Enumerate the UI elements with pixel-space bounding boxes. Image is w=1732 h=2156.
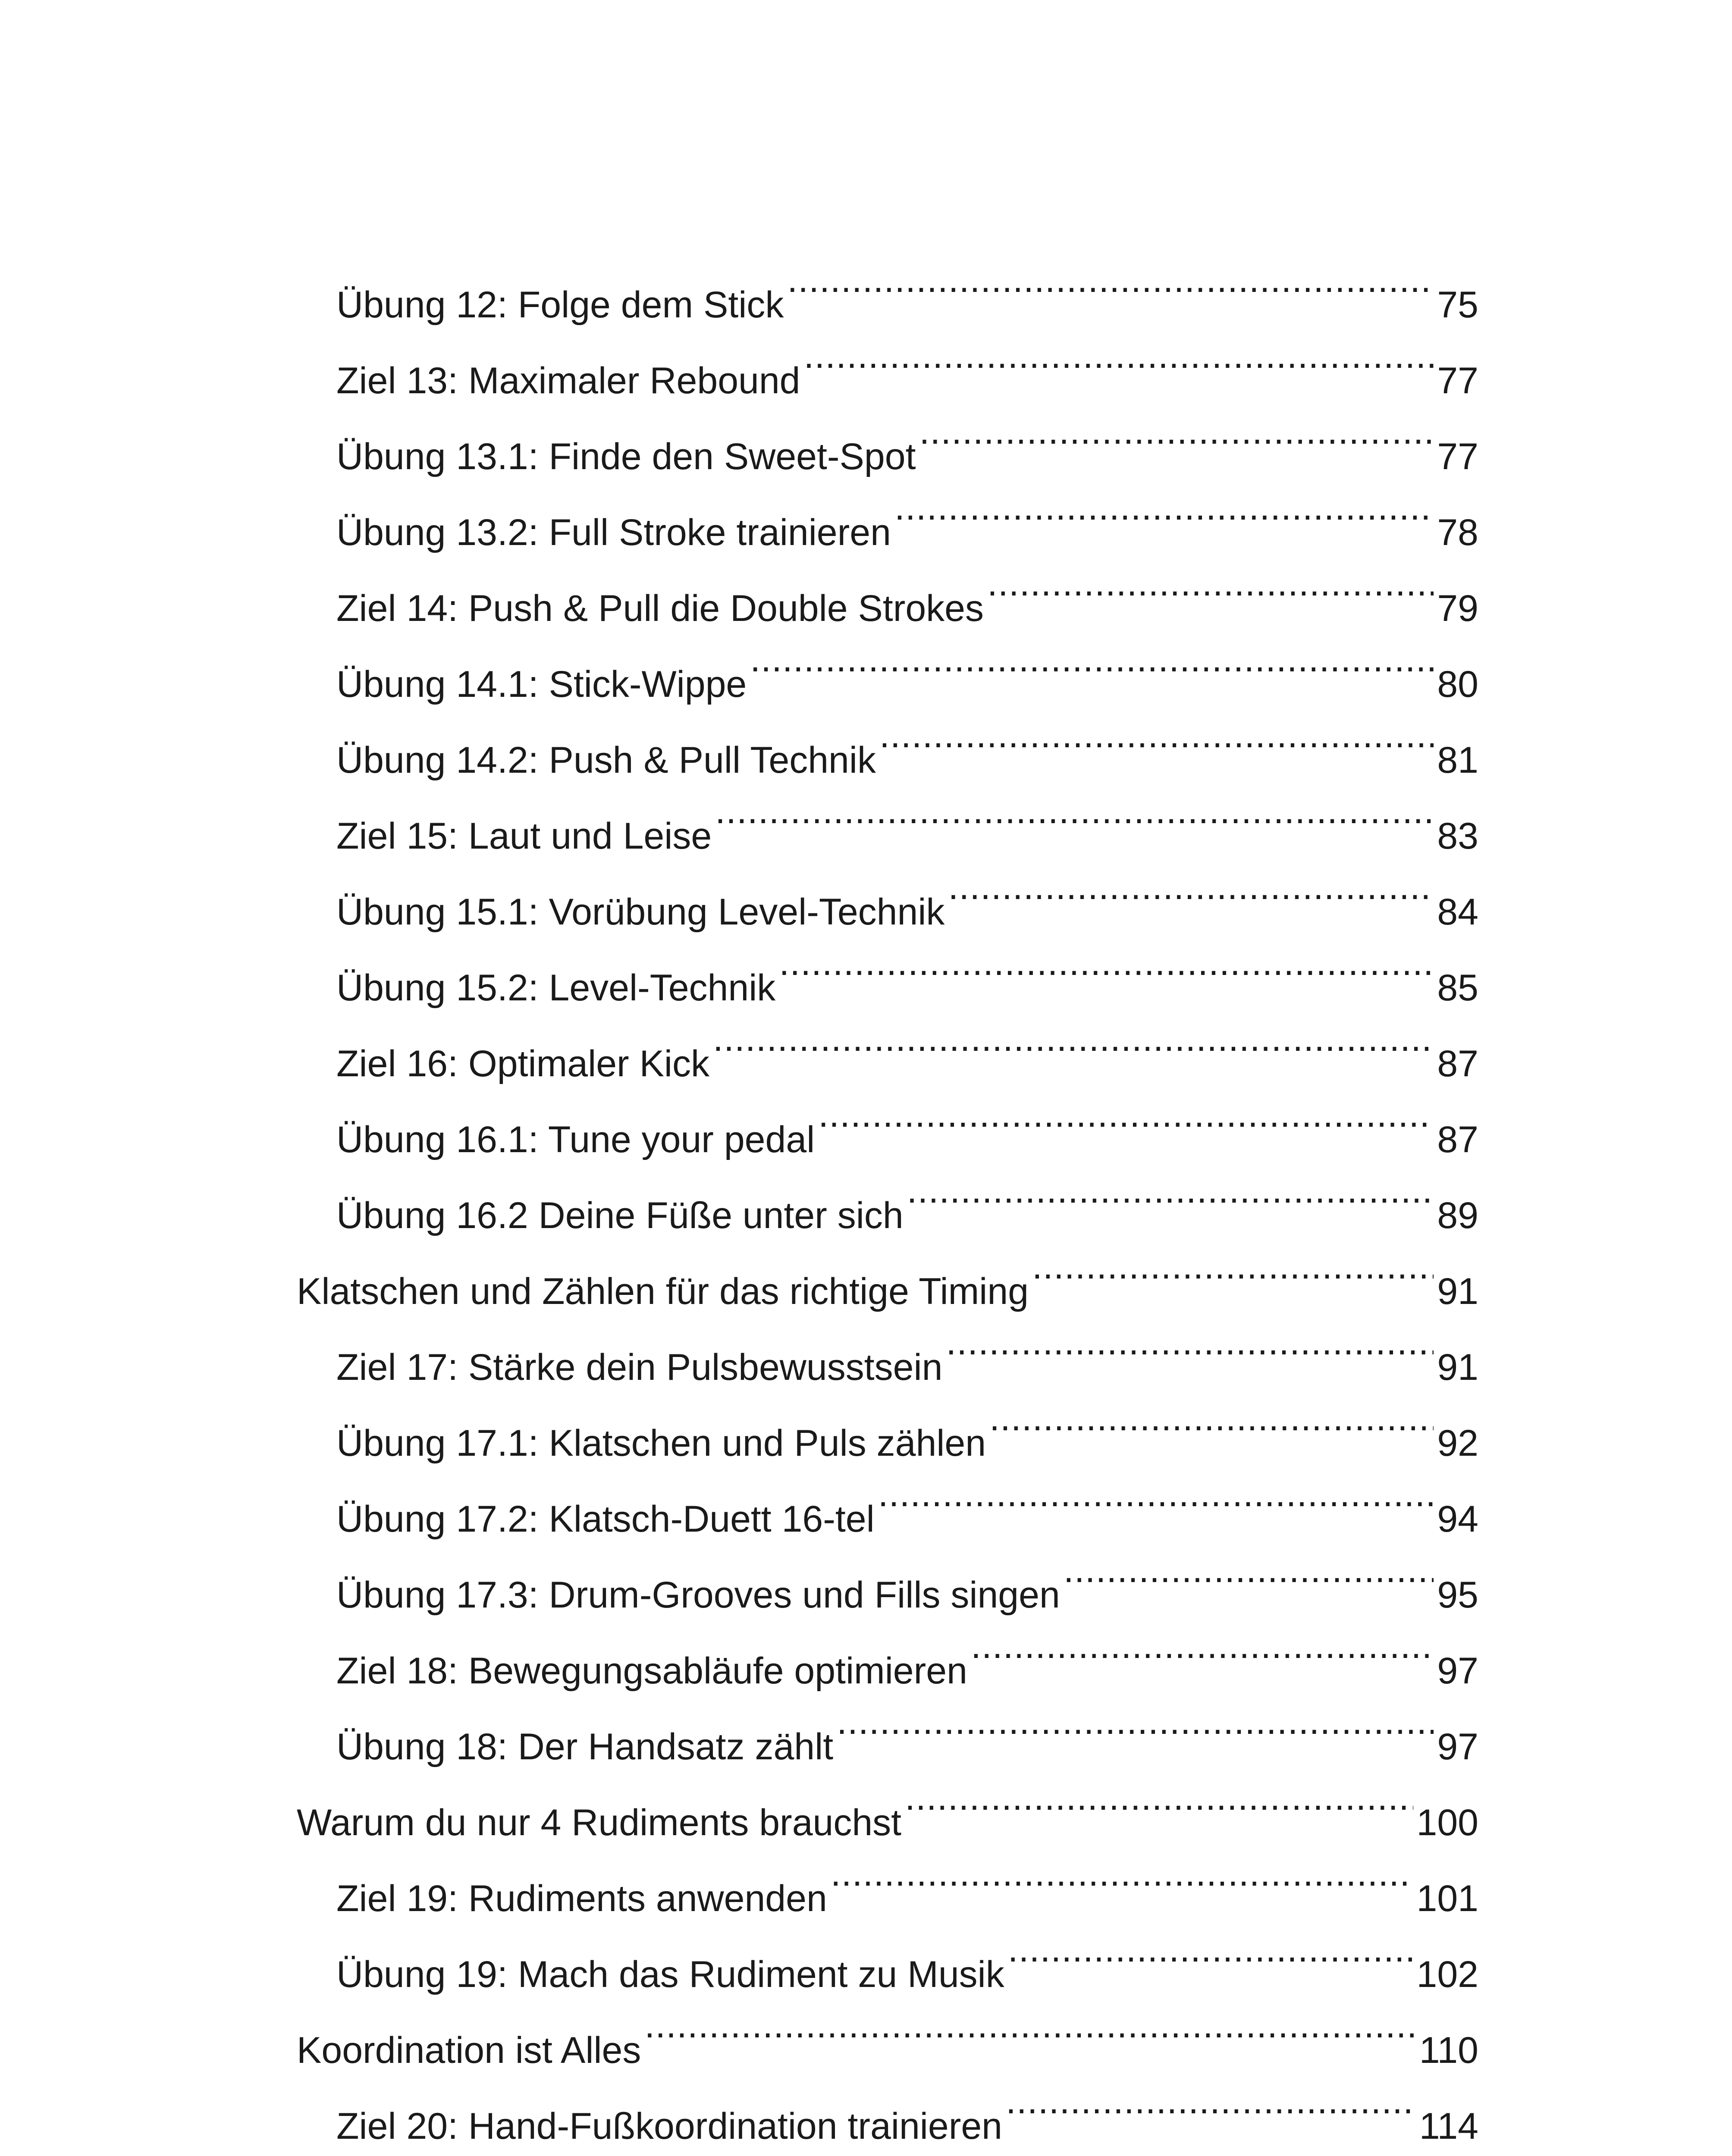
leader-dots xyxy=(894,469,1434,545)
toc-entry-page-number: 80 xyxy=(1437,664,1478,705)
leader-dots xyxy=(878,1456,1434,1532)
toc-entry-title: Ziel 13: Maximaler Rebound xyxy=(336,360,800,401)
toc-entry-title: Ziel 19: Rudiments anwenden xyxy=(336,1878,827,1919)
leader-dots xyxy=(1008,1911,1413,1987)
toc-entry-title: Warum du nur 4 Rudiments brauchst xyxy=(297,1802,902,1843)
leader-dots xyxy=(948,849,1434,924)
toc-entry-title: Ziel 15: Laut und Leise xyxy=(336,815,712,857)
toc-entry-page-number: 84 xyxy=(1437,891,1478,933)
toc-entry-page-number: 83 xyxy=(1437,815,1478,857)
toc-entry-page-number: 101 xyxy=(1416,1878,1478,1919)
toc-entry-page-number: 91 xyxy=(1437,1347,1478,1388)
toc-entry-page-number: 77 xyxy=(1437,360,1478,401)
toc-entry-title: Übung 17.2: Klatsch-Duett 16-tel xyxy=(336,1498,875,1540)
leader-dots xyxy=(919,393,1434,469)
leader-dots xyxy=(1032,1228,1434,1304)
toc-entry[interactable] xyxy=(0,545,1732,629)
toc-entry[interactable] xyxy=(0,697,1732,781)
toc-entry-page-number: 92 xyxy=(1437,1423,1478,1464)
leader-dots xyxy=(987,545,1434,621)
toc-entry-title: Ziel 16: Optimaler Kick xyxy=(336,1043,710,1084)
toc-entry[interactable] xyxy=(0,1000,1732,1084)
toc-entry-page-number: 110 xyxy=(1419,2030,1478,2071)
toc-entry[interactable] xyxy=(0,2063,1732,2147)
toc-entry[interactable] xyxy=(0,241,1732,326)
toc-entry-title: Koordination ist Alles xyxy=(297,2030,641,2071)
toc-entry-title: Übung 19: Mach das Rudiment zu Musik xyxy=(336,1954,1004,1995)
toc-entry-page-number: 114 xyxy=(1419,2106,1478,2147)
toc-entry-title: Übung 12: Folge dem Stick xyxy=(336,284,784,326)
toc-entry-title: Übung 16.1: Tune your pedal xyxy=(336,1119,815,1160)
toc-entry[interactable] xyxy=(0,849,1732,933)
toc-entry-page-number: 87 xyxy=(1437,1119,1478,1160)
toc-entry-page-number: 91 xyxy=(1437,1271,1478,1312)
toc-entry-page-number: 97 xyxy=(1437,1726,1478,1767)
leader-dots xyxy=(644,1987,1416,2063)
toc-entry[interactable] xyxy=(0,1152,1732,1236)
toc-entry[interactable] xyxy=(0,1304,1732,1388)
toc-entry-page-number: 81 xyxy=(1437,740,1478,781)
toc-entry[interactable] xyxy=(0,1380,1732,1464)
toc-entry-page-number: 102 xyxy=(1416,1954,1478,1995)
toc-entry[interactable] xyxy=(0,1911,1732,1995)
toc-chapter-entry[interactable] xyxy=(0,1228,1732,1312)
leader-dots xyxy=(946,1304,1434,1380)
leader-dots xyxy=(787,241,1434,317)
toc-entry[interactable] xyxy=(0,317,1732,401)
toc-entry[interactable] xyxy=(0,1532,1732,1616)
toc-chapter-entry[interactable] xyxy=(0,1987,1732,2071)
leader-dots xyxy=(1006,2063,1416,2139)
leader-dots xyxy=(837,1683,1434,1759)
toc-entry-title: Ziel 14: Push & Pull die Double Strokes xyxy=(336,588,984,629)
leader-dots xyxy=(715,773,1434,849)
leader-dots xyxy=(750,621,1434,697)
toc-entry[interactable] xyxy=(0,773,1732,857)
toc-entry[interactable] xyxy=(0,393,1732,477)
toc-entry[interactable] xyxy=(0,1683,1732,1767)
leader-dots xyxy=(713,1000,1434,1076)
toc-entry[interactable] xyxy=(0,469,1732,553)
toc-entry-title: Ziel 17: Stärke dein Pulsbewusstsein xyxy=(336,1347,943,1388)
toc-entry-title: Übung 17.1: Klatschen und Puls zählen xyxy=(336,1423,986,1464)
toc-entry-page-number: 85 xyxy=(1437,967,1478,1009)
toc-entry-page-number: 77 xyxy=(1437,436,1478,477)
toc-entry[interactable] xyxy=(0,924,1732,1009)
toc-entry-page-number: 100 xyxy=(1416,1802,1478,1843)
leader-dots xyxy=(971,1608,1434,1683)
leader-dots xyxy=(804,317,1434,393)
toc-entry-title: Übung 16.2 Deine Füße unter sich xyxy=(336,1195,904,1236)
table-of-contents xyxy=(0,241,1732,2147)
toc-entry-title: Übung 14.1: Stick-Wippe xyxy=(336,664,747,705)
toc-entry-page-number: 94 xyxy=(1437,1498,1478,1540)
toc-entry-page-number: 95 xyxy=(1437,1574,1478,1616)
toc-entry-title: Übung 13.1: Finde den Sweet-Spot xyxy=(336,436,916,477)
toc-entry[interactable] xyxy=(0,621,1732,705)
toc-entry-title: Übung 18: Der Handsatz zählt xyxy=(336,1726,834,1767)
toc-entry-title: Übung 15.1: Vorübung Level-Technik xyxy=(336,891,945,933)
toc-entry-title: Übung 14.2: Push & Pull Technik xyxy=(336,740,876,781)
toc-entry-title: Übung 15.2: Level-Technik xyxy=(336,967,776,1009)
leader-dots xyxy=(831,1835,1413,1911)
toc-entry[interactable] xyxy=(0,1608,1732,1692)
toc-entry-page-number: 97 xyxy=(1437,1650,1478,1692)
leader-dots xyxy=(907,1152,1434,1228)
toc-entry[interactable] xyxy=(0,1076,1732,1160)
toc-chapter-entry[interactable] xyxy=(0,1759,1732,1843)
leader-dots xyxy=(779,924,1434,1000)
toc-entry-title: Ziel 20: Hand-Fußkoordination trainieren xyxy=(336,2106,1003,2147)
toc-entry-page-number: 89 xyxy=(1437,1195,1478,1236)
toc-entry-page-number: 87 xyxy=(1437,1043,1478,1084)
leader-dots xyxy=(879,697,1434,773)
toc-entry-title: Übung 13.2: Full Stroke trainieren xyxy=(336,512,891,553)
toc-entry[interactable] xyxy=(0,1835,1732,1919)
leader-dots xyxy=(818,1076,1434,1152)
toc-entry[interactable] xyxy=(0,1456,1732,1540)
toc-entry-page-number: 78 xyxy=(1437,512,1478,553)
toc-entry-title: Übung 17.3: Drum-Grooves und Fills singen xyxy=(336,1574,1060,1616)
leader-dots xyxy=(989,1380,1434,1456)
toc-entry-page-number: 75 xyxy=(1437,284,1478,326)
leader-dots xyxy=(1064,1532,1434,1608)
toc-entry-page-number: 79 xyxy=(1437,588,1478,629)
toc-entry-title: Klatschen und Zählen für das richtige Timing xyxy=(297,1271,1029,1312)
leader-dots xyxy=(905,1759,1413,1835)
toc-entry-title: Ziel 18: Bewegungsabläufe optimieren xyxy=(336,1650,967,1692)
